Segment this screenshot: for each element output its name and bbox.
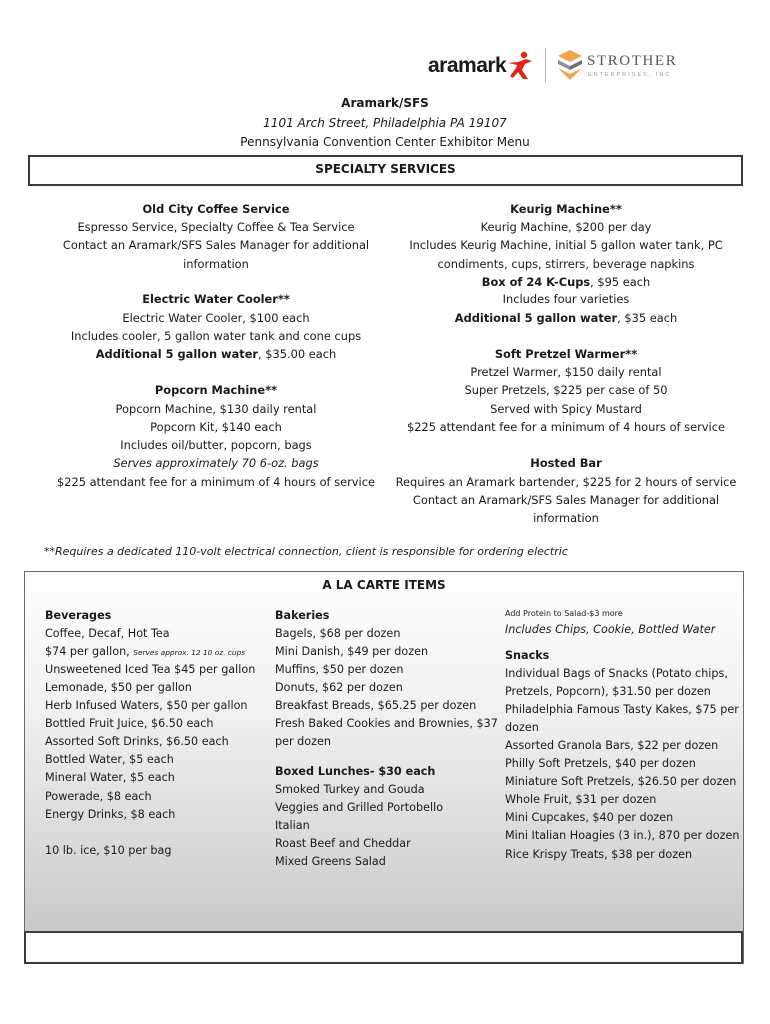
lunch-item: Mixed Greens Salad: [275, 855, 386, 868]
snack-item: Philadelphia Famous Tasty Kakes, $75 per: [505, 703, 739, 716]
keurig-extra-price: , $35 each: [617, 311, 678, 325]
snack-item: Mini Cupcakes, $40 per dozen: [505, 811, 674, 824]
bakery-item: Donuts, $62 per dozen: [275, 681, 403, 694]
beverage-item: Bottled Fruit Juice, $6.50 each: [45, 717, 214, 730]
pretzel-warmer-title: Soft Pretzel Warmer**: [494, 347, 638, 361]
specialty-services-title: SPECIALTY SERVICES: [315, 162, 456, 176]
popcorn-line: Popcorn Kit, $140 each: [150, 420, 282, 434]
snack-item: Individual Bags of Snacks (Potato chips,: [505, 667, 728, 680]
alacarte-title: A LA CARTE ITEMS: [322, 578, 446, 592]
keurig-line: Keurig Machine, $200 per day: [480, 220, 652, 234]
snack-item: Rice Krispy Treats, $38 per dozen: [505, 848, 693, 861]
snack-item: Philly Soft Pretzels, $40 per dozen: [505, 757, 696, 770]
beverage-item: Lemonade, $50 per gallon: [45, 681, 192, 694]
popcorn-title: Popcorn Machine**: [154, 383, 278, 397]
lunch-item: Veggies and Grilled Portobello: [275, 801, 444, 814]
pretzel-warmer-line: Super Pretzels, $225 per case of 50: [464, 383, 668, 397]
beverage-coffee-price-text: $74 per gallon,: [45, 645, 134, 658]
aramark-wordmark: aramark: [428, 54, 507, 77]
logo-divider: [545, 48, 546, 82]
bakery-item: Muffins, $50 per dozen: [275, 663, 404, 676]
coffee-service-line: Espresso Service, Specialty Coffee & Tea Service: [77, 220, 355, 234]
water-cooler-extra: [45, 345, 387, 363]
coffee-service-title: Old City Coffee Service: [142, 202, 290, 216]
hosted-bar-line: Requires an Aramark bartender, $225 for 2 hours of service: [395, 475, 737, 489]
keurig-kcups-bold: Box of 24 K-Cups: [481, 275, 591, 289]
includes-note: Includes Chips, Cookie, Bottled Water: [505, 623, 716, 636]
menu-subtitle: Pennsylvania Convention Center Exhibitor Menu: [240, 135, 530, 149]
protein-note: Add Protein to Salad-$3 more: [505, 609, 623, 618]
snack-item: dozen: [505, 721, 539, 734]
electrical-footnote: **Requires a dedicated 110-volt electrical connection, client is responsible for ordering electric: [44, 545, 568, 558]
beverage-item: Bottled Water, $5 each: [45, 753, 174, 766]
popcorn-line: Includes oil/butter, popcorn, bags: [120, 438, 312, 452]
beverage-coffee-serves: Serves approx. 12 10 oz. cups: [133, 648, 246, 657]
keurig-line: Includes Keurig Machine, initial 5 gallon water tank, PC: [409, 238, 723, 252]
alacarte-footer-box: [24, 931, 743, 964]
keurig-kcups-price: , $95 each: [590, 275, 651, 289]
water-cooler-title: Electric Water Cooler**: [142, 292, 290, 306]
snacks-title: Snacks: [505, 649, 550, 662]
keurig-title: Keurig Machine**: [510, 202, 622, 216]
hosted-bar-line: information: [533, 511, 599, 525]
bakery-item: per dozen: [275, 735, 331, 748]
aramark-star-person-icon: [504, 50, 536, 82]
water-cooler-line: Includes cooler, 5 gallon water tank and cone cups: [70, 329, 362, 343]
water-cooler-line: Electric Water Cooler, $100 each: [122, 311, 310, 325]
beverage-item: Powerade, $8 each: [45, 790, 152, 803]
beverage-item: Energy Drinks, $8 each: [45, 808, 176, 821]
company-name: Aramark/SFS: [341, 96, 429, 110]
water-cooler-extra-bold: Additional 5 gallon water: [95, 347, 259, 361]
snack-item: Mini Italian Hoagies (3 in.), 870 per dozen: [505, 829, 740, 842]
beverage-item: Assorted Soft Drinks, $6.50 each: [45, 735, 229, 748]
snack-item: Pretzels, Popcorn), $31.50 per dozen: [505, 685, 711, 698]
beverage-item: Coffee, Decaf, Hot Tea: [45, 627, 170, 640]
beverage-coffee-price: [45, 643, 245, 662]
pretzel-warmer-line: Pretzel Warmer, $150 daily rental: [470, 365, 662, 379]
beverage-item: Unsweetened Iced Tea $45 per gallon: [45, 663, 256, 676]
coffee-service-line: information: [183, 257, 249, 271]
bakery-item: Mini Danish, $49 per dozen: [275, 645, 429, 658]
pretzel-attendant-fee: $225 attendant fee for a minimum of 4 hours of service: [407, 420, 725, 434]
boxed-lunches-title: Boxed Lunches- $30 each: [275, 765, 436, 778]
snack-item: Whole Fruit, $31 per dozen: [505, 793, 657, 806]
popcorn-line: Popcorn Machine, $130 daily rental: [115, 402, 317, 416]
coffee-service-line: Contact an Aramark/SFS Sales Manager for additional: [62, 238, 370, 252]
strother-name: STROTHER: [587, 53, 678, 69]
lunch-item: Roast Beef and Cheddar: [275, 837, 411, 850]
hosted-bar-title: Hosted Bar: [530, 456, 602, 470]
strother-sub: ENTERPRISES, INC: [588, 72, 672, 78]
bakery-item: Bagels, $68 per dozen: [275, 627, 401, 640]
keurig-extra: [395, 309, 737, 327]
keurig-extra-bold: Additional 5 gallon water: [454, 311, 618, 325]
aramark-logo: [428, 48, 536, 84]
popcorn-serves: Serves approximately 70 6-oz. bags: [113, 456, 319, 470]
keurig-line: condiments, cups, stirrers, beverage napkins: [437, 257, 695, 271]
keurig-line: Includes four varieties: [502, 292, 630, 306]
water-cooler-extra-price: , $35.00 each: [258, 347, 337, 361]
strother-logo: [556, 48, 676, 84]
lunch-item: Smoked Turkey and Gouda: [275, 783, 425, 796]
bakery-item: Fresh Baked Cookies and Brownies, $37: [275, 717, 498, 730]
snack-item: Assorted Granola Bars, $22 per dozen: [505, 739, 719, 752]
beverage-item: Mineral Water, $5 each: [45, 771, 175, 784]
bakeries-title: Bakeries: [275, 609, 330, 622]
ice-item: 10 lb. ice, $10 per bag: [45, 844, 172, 857]
hosted-bar-line: Contact an Aramark/SFS Sales Manager for additional: [412, 493, 720, 507]
strother-cube-icon: [556, 48, 584, 82]
pretzel-warmer-line: Served with Spicy Mustard: [490, 402, 642, 416]
keurig-kcups: [395, 273, 737, 291]
popcorn-attendant-fee: $225 attendant fee for a minimum of 4 hours of service: [57, 475, 375, 489]
snack-item: Miniature Soft Pretzels, $26.50 per dozen: [505, 775, 737, 788]
beverages-title: Beverages: [45, 609, 112, 622]
lunch-item: Italian: [275, 819, 310, 832]
company-address: 1101 Arch Street, Philadelphia PA 19107: [263, 116, 507, 130]
beverage-item: Herb Infused Waters, $50 per gallon: [45, 699, 248, 712]
bakery-item: Breakfast Breads, $65.25 per dozen: [275, 699, 477, 712]
